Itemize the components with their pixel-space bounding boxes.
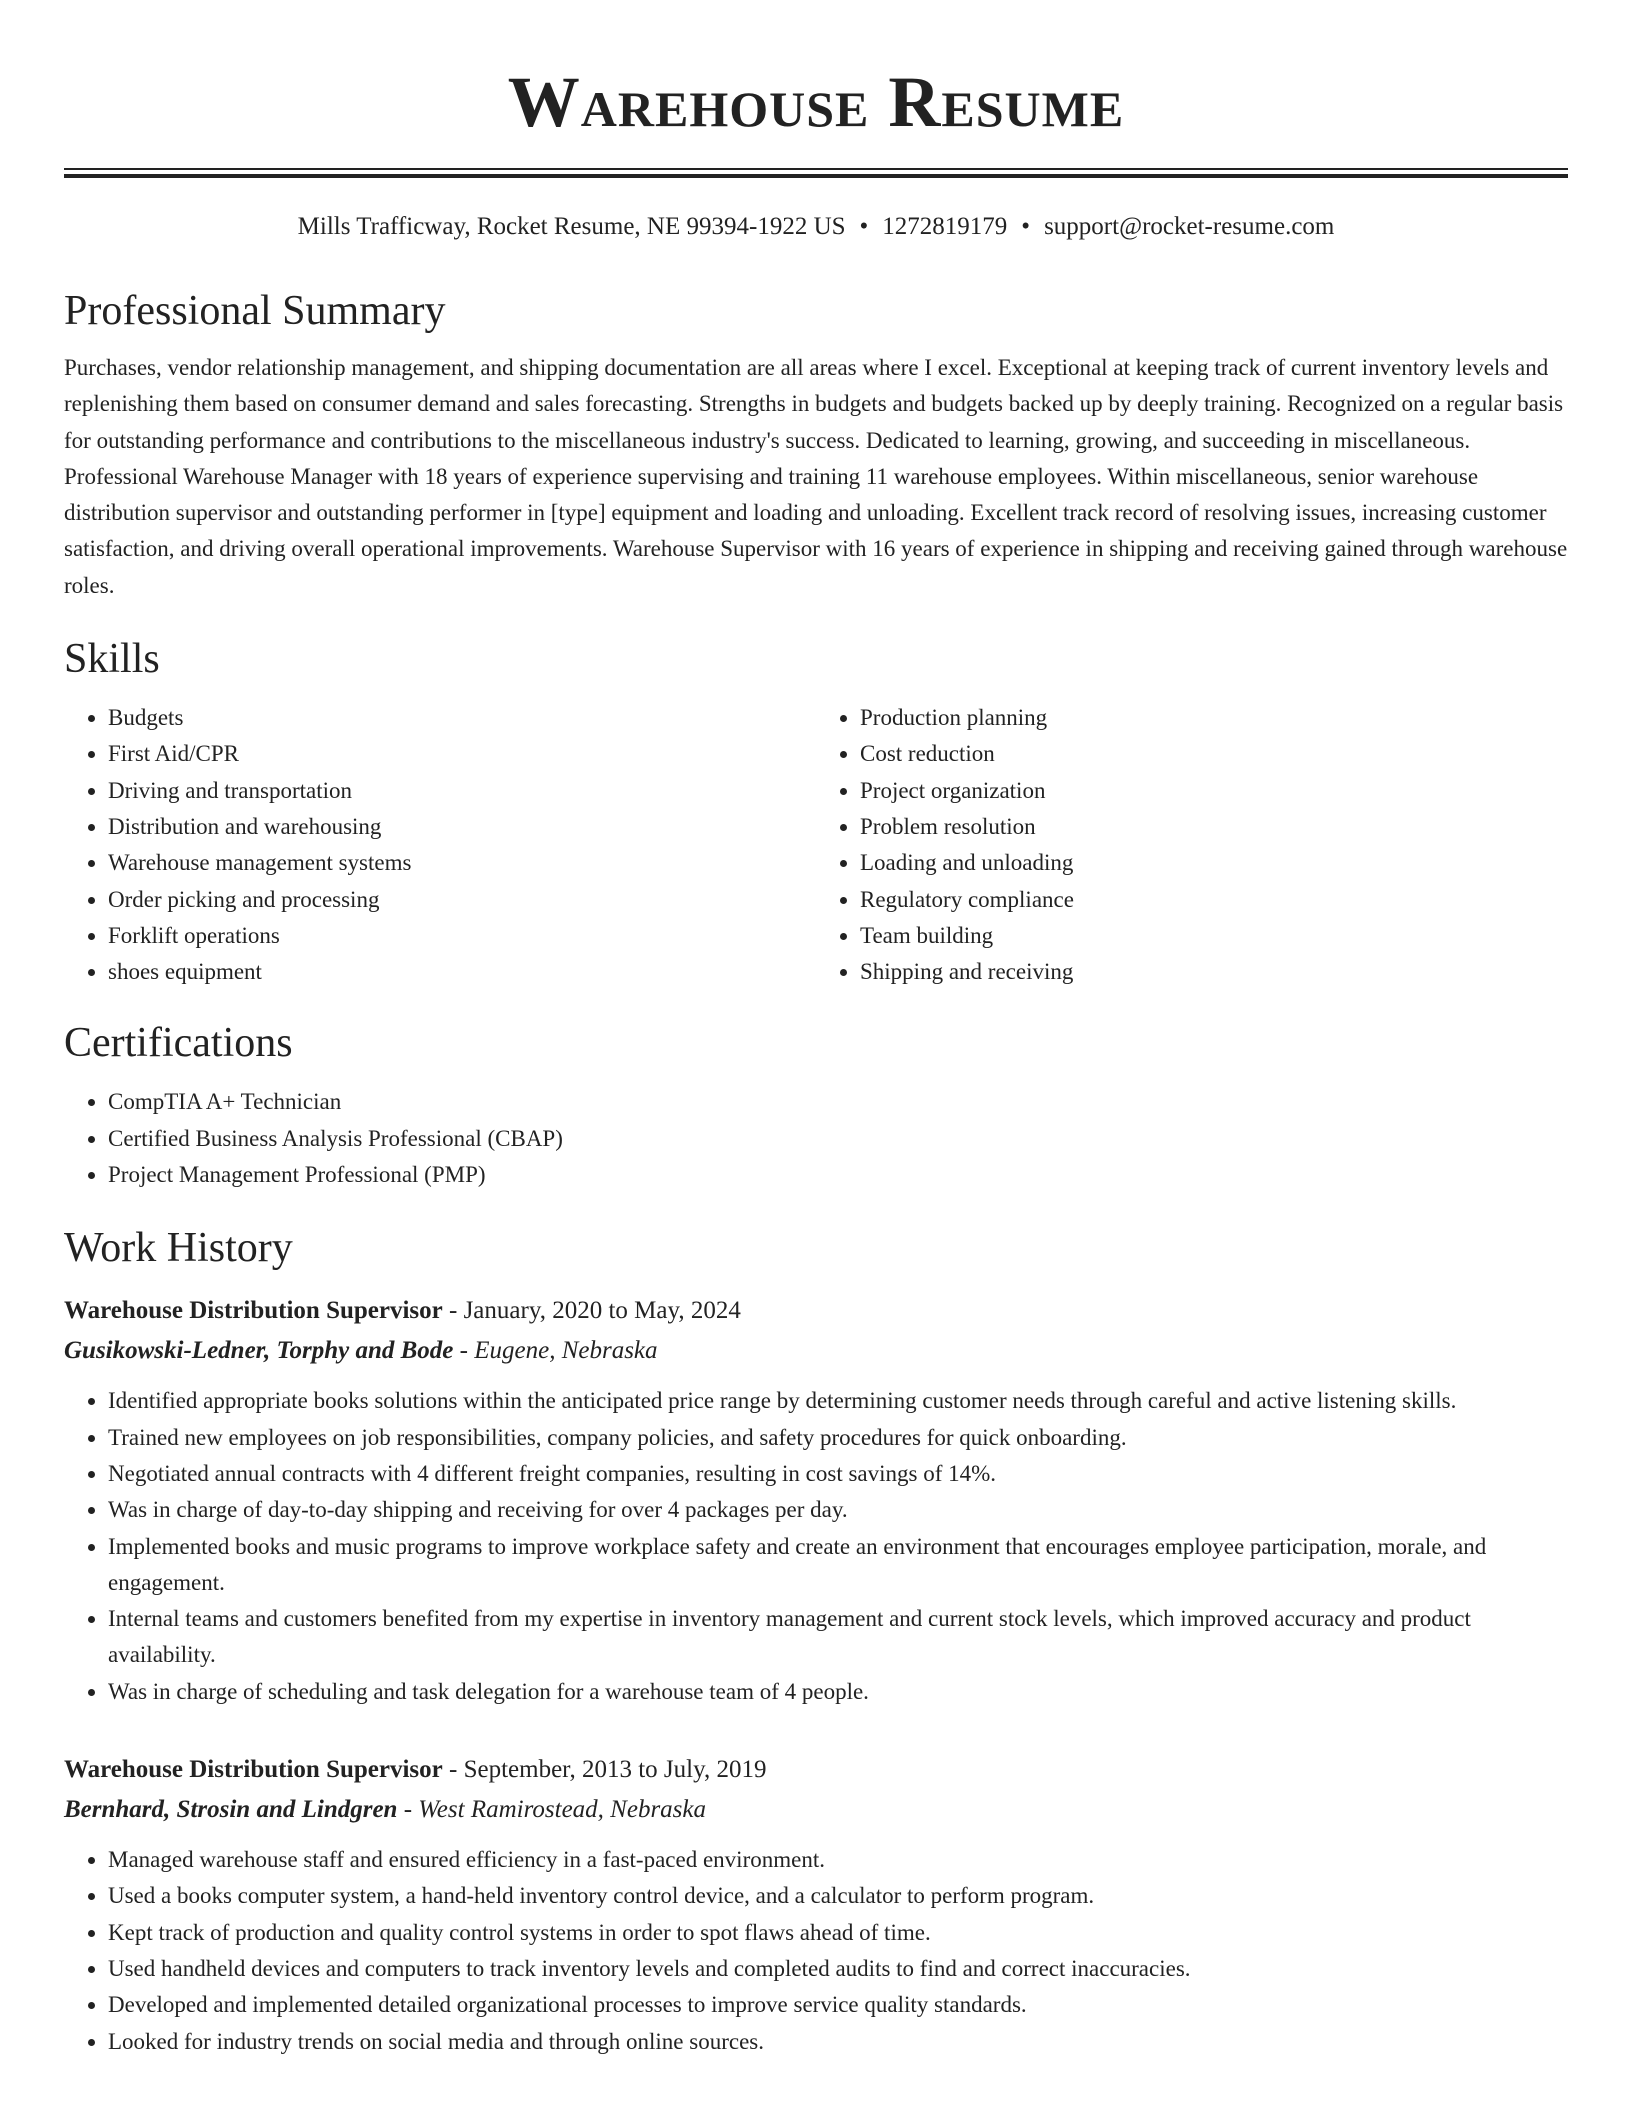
job-bullet: • Internal teams and customers benefited from my expertise in inventory management and current stock levels, which improved accuracy and product availability. xyxy=(108,1601,1568,1674)
job-bullet: • Managed warehouse staff and ensured efficiency in a fast-paced environment. xyxy=(108,1842,1568,1878)
contact-separator: • xyxy=(1021,213,1031,240)
job-location: Eugene, Nebraska xyxy=(474,1337,658,1365)
contact-address: Mills Trafficway, Rocket Resume, NE 99394-1922 US xyxy=(297,213,846,240)
skills-heading: Skills xyxy=(64,636,160,683)
skill-item: • Budgets xyxy=(108,700,816,736)
skill-item: • Production planning xyxy=(860,700,1568,736)
certification-item: • CompTIA A+ Technician xyxy=(108,1084,1568,1120)
job-title-line xyxy=(64,1750,1568,1790)
job-bullet: • Used handheld devices and computers to track inventory levels and completed audits to find and correct inaccuracies. xyxy=(108,1951,1568,1987)
job-title: Warehouse Distribution Supervisor xyxy=(64,1297,443,1325)
skill-item: • Shipping and receiving xyxy=(860,954,1568,990)
skills-list-right xyxy=(816,700,1568,990)
skill-item: • Driving and transportation xyxy=(108,773,816,809)
job-company-line xyxy=(64,1331,1568,1371)
skill-item: • Cost reduction xyxy=(860,736,1568,772)
job-bullet: • Negotiated annual contracts with 4 different freight companies, resulting in cost savings of 14%. xyxy=(108,1456,1568,1492)
summary-heading: Professional Summary xyxy=(64,288,446,334)
skills-list-left xyxy=(64,700,816,990)
job-dash: - xyxy=(442,1756,464,1784)
job-bullet-list xyxy=(64,1383,1568,1710)
job-bullet: • Trained new employees on job responsibilities, company policies, and safety procedures for quick onboarding. xyxy=(108,1420,1568,1456)
job-dates: January, 2020 to May, 2024 xyxy=(463,1297,741,1325)
contact-phone: 1272819179 xyxy=(882,213,1008,240)
skill-item: • Regulatory compliance xyxy=(860,882,1568,918)
job-dash: - xyxy=(397,1796,419,1824)
job-entry xyxy=(64,1291,1568,1710)
certifications-heading: Certifications xyxy=(64,1020,293,1067)
contact-email: support@rocket-resume.com xyxy=(1044,213,1335,240)
job-company: Gusikowski-Ledner, Torphy and Bode xyxy=(64,1337,454,1365)
skill-item: • Team building xyxy=(860,918,1568,954)
job-entry xyxy=(64,1750,1568,2060)
skill-item: • shoes equipment xyxy=(108,954,816,990)
job-bullet-list xyxy=(64,1842,1568,2060)
job-location: West Ramirostead, Nebraska xyxy=(418,1796,707,1824)
job-bullet: • Kept track of production and quality control systems in order to spot flaws ahead of time. xyxy=(108,1915,1568,1951)
job-bullet: • Used a books computer system, a hand-held inventory control device, and a calculator to perform program. xyxy=(108,1878,1568,1914)
job-bullet: • Was in charge of day-to-day shipping and receiving for over 4 packages per day. xyxy=(108,1492,1568,1528)
job-bullet: • Implemented books and music programs to improve workplace safety and create an environment that encourages employee participation, morale, and engagement. xyxy=(108,1529,1568,1602)
job-dash: - xyxy=(442,1297,464,1325)
skill-item: • Problem resolution xyxy=(860,809,1568,845)
job-company-line xyxy=(64,1790,1568,1830)
job-bullet: • Developed and implemented detailed organizational processes to improve service quality standards. xyxy=(108,1987,1568,2023)
certification-item: • Certified Business Analysis Professional (CBAP) xyxy=(108,1121,1568,1157)
job-bullet: • Was in charge of scheduling and task delegation for a warehouse team of 4 people. xyxy=(108,1674,1568,1710)
job-company: Bernhard, Strosin and Lindgren xyxy=(64,1796,398,1824)
skill-item: • Forklift operations xyxy=(108,918,816,954)
certifications-list xyxy=(64,1084,1568,1193)
job-title: Warehouse Distribution Supervisor xyxy=(64,1756,443,1784)
job-dash: - xyxy=(453,1337,475,1365)
title-divider xyxy=(64,168,1568,178)
skill-item: • Distribution and warehousing xyxy=(108,809,816,845)
job-bullet: • Looked for industry trends on social media and through online sources. xyxy=(108,2024,1568,2060)
skill-item: • Project organization xyxy=(860,773,1568,809)
work-history-heading: Work History xyxy=(64,1225,293,1272)
contact-separator: • xyxy=(859,213,869,240)
job-bullet: • Identified appropriate books solutions within the anticipated price range by determining customer needs through careful and active listening skills. xyxy=(108,1383,1568,1419)
skills-columns xyxy=(64,700,1568,990)
skill-item: • Warehouse management systems xyxy=(108,845,816,881)
skill-item: • Loading and unloading xyxy=(860,845,1568,881)
certification-item: • Project Management Professional (PMP) xyxy=(108,1157,1568,1193)
skill-item: • First Aid/CPR xyxy=(108,736,816,772)
job-title-line xyxy=(64,1291,1568,1331)
summary-text: Purchases, vendor relationship management, and shipping documentation are all areas where I excel. Exceptional at keeping track of current inventory levels and replenishing them based on consumer demand and sales forecasting. Strengths in budgets and budgets backed up by deeply training. Recognized on a regular basis for outstanding performance and contributions to the miscellaneous industry's success. Dedicated to learning, growing, and succeeding in miscellaneous. Professional Warehouse Manager with 18 years of experience supervising and training 11 warehouse employees. Within miscellaneous, senior warehouse distribution supervisor and outstanding performer in [type] equipment and loading and unloading. Excellent track record of resolving issues, increasing customer satisfaction, and driving overall operational improvements. Warehouse Supervisor with 16 years of experience in shipping and receiving gained through warehouse roles. xyxy=(64,355,1568,598)
contact-line xyxy=(64,210,1568,244)
skill-item: • Order picking and processing xyxy=(108,882,816,918)
resume-title: Warehouse Resume xyxy=(507,62,1125,142)
job-dates: September, 2013 to July, 2019 xyxy=(463,1756,767,1784)
